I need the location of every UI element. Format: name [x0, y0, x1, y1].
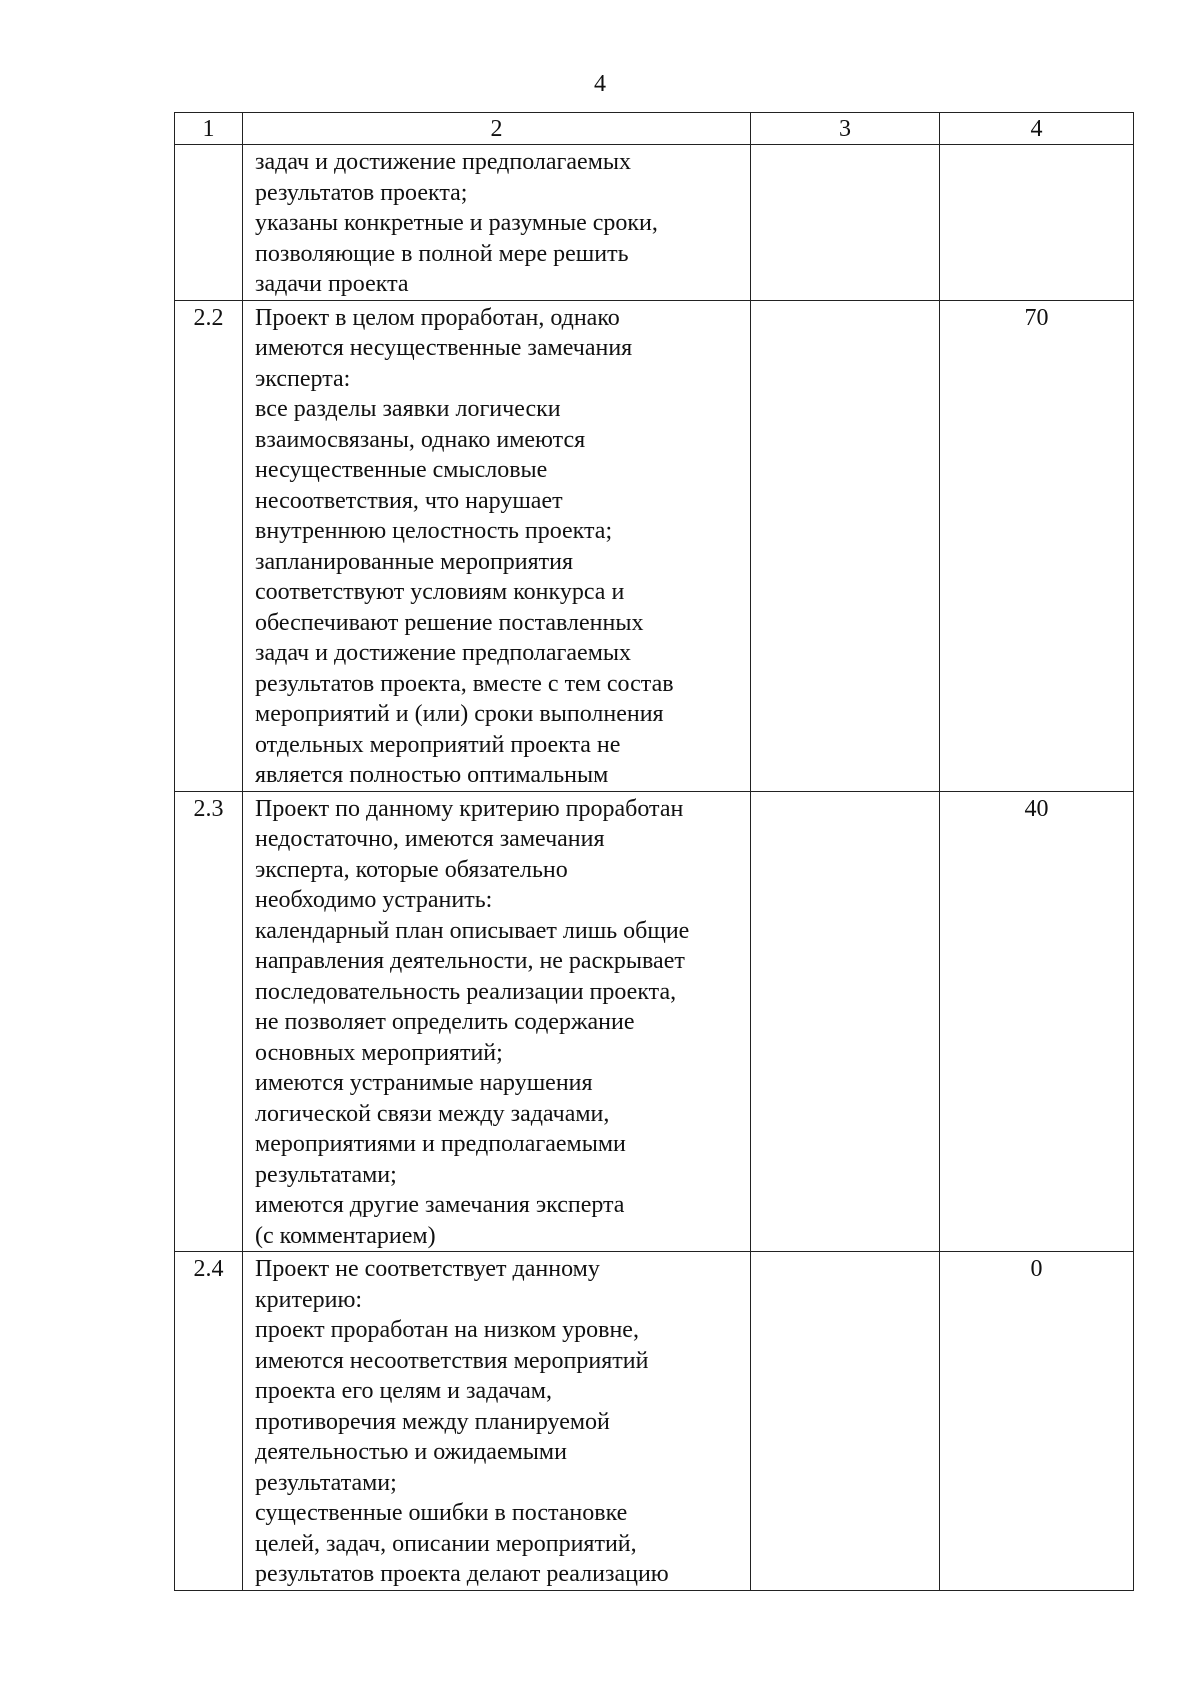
description-line: проект проработан на низком уровне,: [255, 1317, 639, 1343]
column-3-cell: [751, 791, 940, 1252]
description-line: Проект по данному критерию проработан: [255, 795, 684, 822]
description-line: эксперта, которые обязательно: [255, 856, 568, 883]
description-line: все разделы заявки логически: [255, 396, 561, 422]
description-line: результатов проекта, вместе с тем состав: [255, 670, 674, 697]
description-line: соответствуют условиям конкурса и: [255, 579, 625, 605]
header-cell-4: 4: [940, 113, 1134, 145]
criterion-number-cell: [175, 791, 243, 1252]
description-line: проекта его целям и задачам,: [255, 1378, 552, 1404]
column-3-cell: [751, 1252, 940, 1591]
column-3-cell: [751, 300, 940, 791]
description-line: существенные ошибки в постановке: [255, 1500, 628, 1526]
description-line: несоответствия, что нарушает: [255, 487, 563, 514]
description-line: последовательность реализации проекта,: [255, 978, 677, 1005]
header-cell-1: 1: [175, 113, 243, 145]
score-value: [940, 145, 1133, 147]
description-line: задачи проекта: [255, 271, 409, 297]
table-row: [175, 791, 1134, 1252]
table-header-row: [175, 113, 1134, 145]
criterion-description: [243, 145, 750, 300]
description-line: имеются несущественные замечания: [255, 335, 633, 361]
description-line: мероприятиями и предполагаемыми: [255, 1131, 626, 1157]
criterion-description-cell: [243, 791, 751, 1252]
score-cell: [940, 791, 1134, 1252]
description-line: результатов проекта делают реализацию: [255, 1561, 669, 1587]
table-row: [175, 1252, 1134, 1591]
page-number: 4: [594, 71, 606, 97]
description-line: задач и достижение предполагаемых: [255, 640, 632, 666]
description-line: направления деятельности, не раскрывает: [255, 948, 685, 974]
description-line: результатами;: [255, 1161, 397, 1188]
description-line: указаны конкретные и разумные сроки,: [255, 210, 658, 236]
description-line: Проект не соответствует данному: [255, 1256, 600, 1282]
description-line: результатов проекта;: [255, 179, 468, 206]
description-line: внутреннюю целостность проекта;: [255, 518, 613, 544]
table-row: [175, 300, 1134, 791]
description-line: результатами;: [255, 1469, 397, 1496]
criterion-number-cell: [175, 1252, 243, 1591]
description-line: имеются несоответствия мероприятий: [255, 1347, 649, 1374]
score-cell: [940, 1252, 1134, 1591]
description-line: имеются устранимые нарушения: [255, 1070, 593, 1096]
table-row: [175, 145, 1134, 301]
description-line: не позволяет определить содержание: [255, 1009, 635, 1035]
description-line: несущественные смысловые: [255, 457, 548, 483]
description-line: запланированные мероприятия: [255, 548, 574, 575]
column-3-cell: [751, 145, 940, 301]
criterion-number: 2.3: [193, 795, 224, 822]
description-line: имеются другие замечания эксперта: [255, 1192, 625, 1218]
description-line: календарный план описывает лишь общие: [255, 917, 690, 944]
description-line: деятельностью и ожидаемыми: [255, 1439, 567, 1465]
criterion-number: 2.4: [193, 1256, 224, 1282]
header-cell-2: 2: [243, 113, 751, 145]
description-line: критерию:: [255, 1286, 363, 1313]
description-line: целей, задач, описании мероприятий,: [255, 1530, 637, 1557]
description-line: логической связи между задачами,: [255, 1100, 610, 1127]
criterion-number: 2.2: [193, 304, 224, 331]
description-line: мероприятий и (или) сроки выполнения: [255, 701, 664, 727]
criterion-number-cell: [175, 145, 243, 301]
criterion-number: [175, 145, 242, 147]
header-cell-3: 3: [751, 113, 940, 145]
criterion-description: [243, 792, 750, 1252]
description-line: недостаточно, имеются замечания: [255, 826, 605, 852]
description-line: является полностью оптимальным: [255, 762, 609, 788]
description-line: обеспечивают решение поставленных: [255, 609, 644, 636]
description-line: Проект в целом проработан, однако: [255, 304, 620, 331]
description-line: (с комментарием): [255, 1222, 436, 1249]
criterion-description-cell: [243, 1252, 751, 1591]
criterion-description-cell: [243, 145, 751, 301]
description-line: взаимосвязаны, однако имеются: [255, 426, 586, 453]
score-cell: [940, 300, 1134, 791]
criterion-number-cell: [175, 300, 243, 791]
description-line: позволяющие в полной мере решить: [255, 240, 629, 267]
criterion-description: [243, 301, 750, 791]
description-line: противоречия между планируемой: [255, 1408, 610, 1435]
description-line: задач и достижение предполагаемых: [255, 149, 632, 175]
criterion-description-cell: [243, 300, 751, 791]
criterion-description: [243, 1252, 750, 1590]
description-line: эксперта:: [255, 365, 351, 392]
description-line: отдельных мероприятий проекта не: [255, 731, 621, 758]
score-value: 70: [1024, 304, 1049, 331]
criteria-table: [174, 112, 1134, 1591]
score-value: 40: [1024, 795, 1049, 822]
score-cell: [940, 145, 1134, 301]
score-value: 0: [1030, 1256, 1043, 1282]
description-line: основных мероприятий;: [255, 1039, 503, 1066]
description-line: необходимо устранить:: [255, 887, 493, 913]
